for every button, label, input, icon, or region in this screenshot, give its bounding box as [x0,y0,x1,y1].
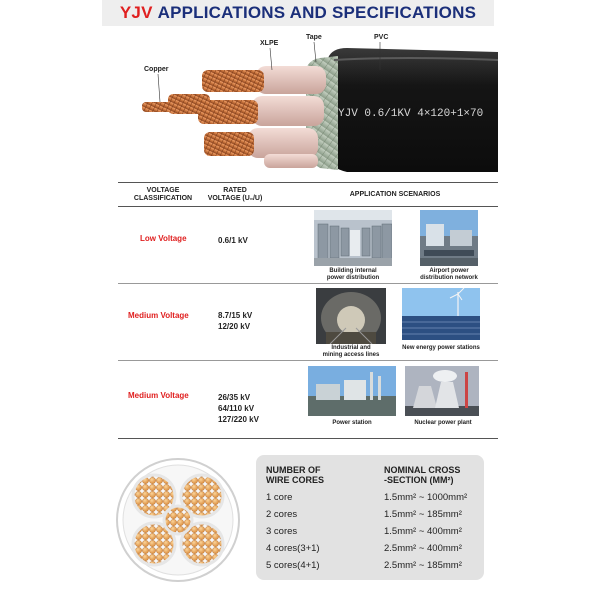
spec-section-2: 1.5mm² ~ 185mm² [384,509,462,520]
spec-cores-5: 5 cores(4+1) [266,560,320,571]
title-prefix: YJV [119,3,153,22]
label-pvc: PVC [374,34,389,41]
cable-cross-section [114,456,242,584]
header-scenarios: APPLICATION SCENARIOS [349,191,441,198]
spec-section-4: 2.5mm² ~ 400mm² [384,543,462,554]
spec-cores-2: 2 cores [266,509,298,520]
spec-cores-4: 4 cores(3+1) [266,543,320,554]
photo-mining [316,288,386,344]
caption-nuclear: Nuclear power plant [414,420,472,426]
table-top-rule [118,182,498,183]
cable-illustration [102,30,498,176]
spec-section-3: 1.5mm² ~ 400mm² [384,526,462,537]
photo-power-station [308,366,396,416]
spec-section-1: 1.5mm² ~ 1000mm² [384,492,468,503]
header-bottom-rule [118,206,498,207]
spec-cores-3: 3 cores [266,526,298,537]
row3-rated: 26/35 kV 64/110 kV 127/220 kV [218,393,259,424]
spec-panel [256,455,484,580]
caption-airport: Airport power distribution network [420,268,478,281]
spec-section-5: 2.5mm² ~ 185mm² [384,560,462,571]
row2-classification: Medium Voltage [128,311,189,320]
caption-mining: Industrial and mining access lines [322,345,380,358]
caption-new-energy: New energy power stations [402,345,480,351]
label-xlpe: XLPE [260,40,279,47]
spec-cores-1: 1 core [266,492,293,503]
page-title [102,0,494,26]
row2-rule [118,360,498,361]
caption-building: Building internal power distribution [326,268,380,281]
header-voltage-class: VOLTAGE CLASSIFICATION [133,187,193,202]
title-rest: APPLICATIONS AND SPECIFICATIONS [157,3,477,22]
row1-rule [118,283,498,284]
cable-cutaway-image [102,30,498,176]
label-tape: Tape [306,34,322,41]
photo-airport [420,210,478,266]
header-rated-voltage: RATED VOLTAGE (U₀/U) [207,187,263,202]
photo-nuclear-plant [405,366,479,416]
spec-header-cores: NUMBER OF WIRE CORES [266,465,325,485]
spec-header-section: NOMINAL CROSS -SECTION (MM²) [384,465,461,485]
caption-power-station: Power station [332,420,372,426]
row1-rated: 0.6/1 kV [218,236,248,245]
cable-print-text: YJV 0.6/1KV 4×120+1×70 [338,108,484,120]
photo-new-energy [402,288,480,340]
row2-rated: 8.7/15 kV 12/20 kV [218,311,253,331]
row1-classification: Low Voltage [140,234,187,243]
row3-classification: Medium Voltage [128,391,189,400]
photo-building-distribution [314,210,392,266]
label-copper: Copper [144,66,169,73]
table-bottom-rule [118,438,498,439]
